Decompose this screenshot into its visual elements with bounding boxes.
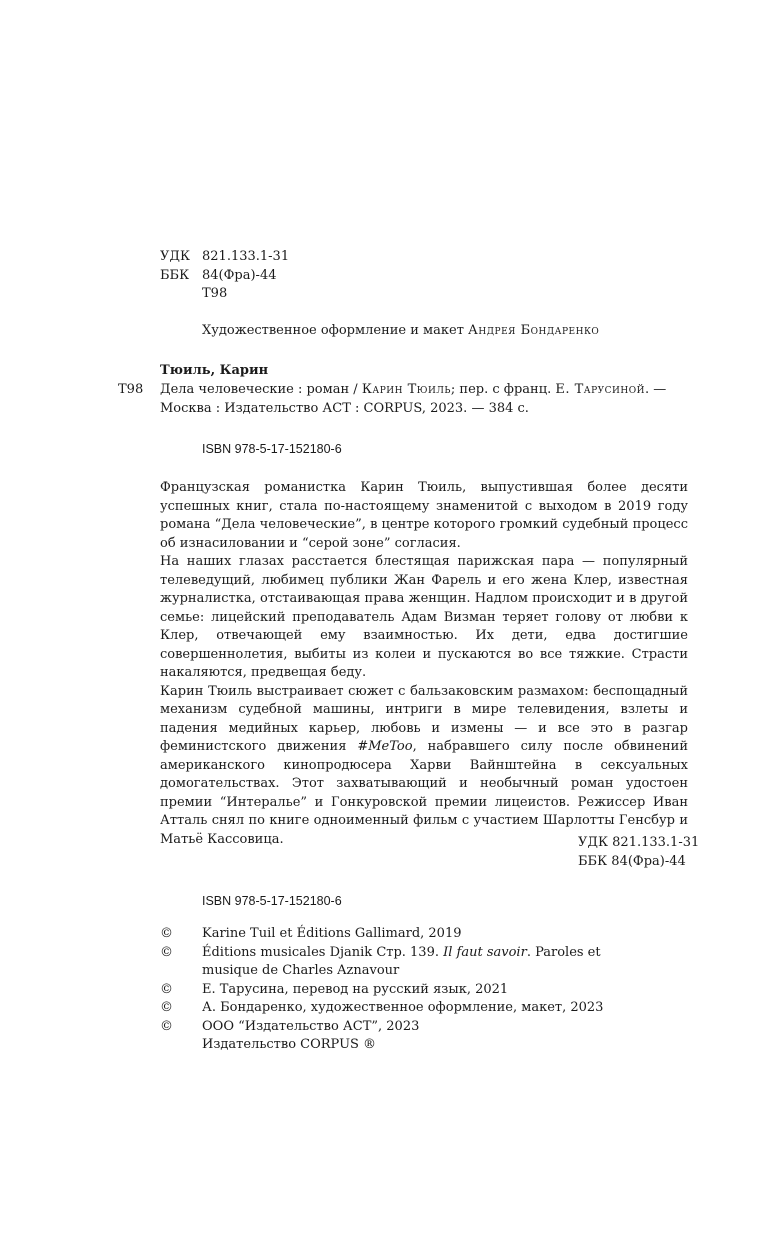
copyright-row [160, 944, 660, 981]
copyright-symbol: © [160, 1000, 173, 1015]
annotation-p3-start: Карин Тюиль выстраивает сюжет с бальзаковским размахом: беспощадный механизм судебной машины, интриги в мире телевидения, взлеты и падения медийных карьер, любовь и измены — и все это в разгар феминистского движения [160, 683, 688, 754]
classification-right [578, 834, 699, 871]
song-title: Il faut savoir [443, 944, 527, 960]
classification-block [160, 248, 289, 304]
isbn-bottom: ISBN 978-5-17-152180-6 [202, 894, 342, 908]
copyright-symbol: © [160, 981, 173, 997]
copyright-row [160, 925, 660, 944]
copyright-row [160, 1018, 660, 1037]
copyright-symbol: © [160, 1018, 173, 1034]
catalog-isbn: ISBN 978-5-17-152180-6 [202, 442, 342, 456]
udk-label: УДК [160, 249, 191, 264]
copyright-text: ООО “Издательство АСТ”, 2023 [202, 1018, 420, 1034]
imprint: Издательство CORPUS ® [202, 1037, 377, 1052]
copyrights [160, 925, 660, 1055]
copyright-text: Éditions musicales Djanik Стр. 139. Il faut savoir. Paroles et musique de Charles Aznavour [202, 944, 601, 978]
udk-right: УДК 821.133.1-31 [578, 835, 700, 850]
catalog-translation-note: ; пер. с франц. [450, 382, 556, 397]
copyright-text: Karine Tuil et Éditions Gallimard, 2019 [202, 926, 462, 941]
copyright-text: А. Бондаренко, художественное оформление, макет, 2023 [202, 1000, 604, 1015]
annotation-paragraph-1: Французская романистка Карин Тюиль, выпустившая более десяти успешных книг, стала по-настоящему знаменитой с выходом в 2019 году романа “Дела человеческие”, в центре которого громкий судебный процесс об изнасиловании и “серой зоне” согласия. [160, 480, 688, 551]
bbk-value: 84(Фра)-44 [202, 267, 277, 283]
design-credit [202, 322, 599, 341]
catalog-line-1 [160, 381, 666, 400]
author-sign: Т98 [202, 286, 228, 301]
catalog-author: Карин Тюиль [361, 382, 451, 397]
udk-value: 821.133.1-31 [202, 249, 290, 264]
imprint-row [160, 1036, 660, 1055]
copyright-text: Е. Тарусина, перевод на русский язык, 2021 [202, 981, 509, 997]
author-sign-row [160, 285, 289, 304]
annotation-p3-end: , набравшего силу после обвинений американского кинопродюсера Харви Вайнштейна в сексуальных домогательствах. Этот захватывающий и необычный роман удостоен премии “Интералье” и Гонкуровской премии лицеистов. Режиссер Иван Атталь снял по книге одноименный фильм с участием Шарлотты Генсбур и Матьё Кассовица. [160, 739, 688, 847]
copyright-row [160, 999, 660, 1018]
copyright-symbol: © [160, 944, 173, 960]
catalog-translator: Е. Тарусиной [555, 382, 645, 397]
catalog-author-heading: Тюиль, Карин [160, 363, 269, 378]
bbk-right: ББК 84(Фра)-44 [578, 853, 686, 869]
design-credit-name: Андрея Бондаренко [468, 323, 600, 338]
bbk-row [160, 267, 289, 286]
annotation-p3-hashtag: #MeToo [357, 739, 413, 754]
copyright-row [160, 981, 660, 1000]
annotation-paragraph-3 [160, 683, 688, 850]
catalog-author-sign: Т98 [118, 382, 144, 397]
catalog-line-end: . — [644, 382, 667, 397]
catalog-line-2: Москва : Издательство АСТ : CORPUS, 2023. — 384 с. [160, 401, 529, 416]
catalog-title: Дела человеческие : роман / [160, 382, 362, 397]
design-credit-text: Художественное оформление и макет [202, 323, 469, 338]
udk-row [160, 248, 289, 267]
annotation-paragraph-2: На наших глазах расстается блестящая парижская пара — популярный телеведущий, любимец публики Жан Фарель и его жена Клер, известная журналистка, отстаивающая права женщин. Надлом происходит и в другой семье: лицейский преподаватель Адам Визман теряет голову от любви к Клер, отвечающей ему взаимностью. Их дети, едва достигшие совершеннолетия, выбиты из колеи и пускаются во все тяжкие. Страсти накаляются, предвещая беду. [160, 554, 688, 680]
annotation [160, 479, 688, 849]
copyright-symbol: © [160, 926, 173, 941]
bbk-label: ББК [160, 267, 190, 283]
